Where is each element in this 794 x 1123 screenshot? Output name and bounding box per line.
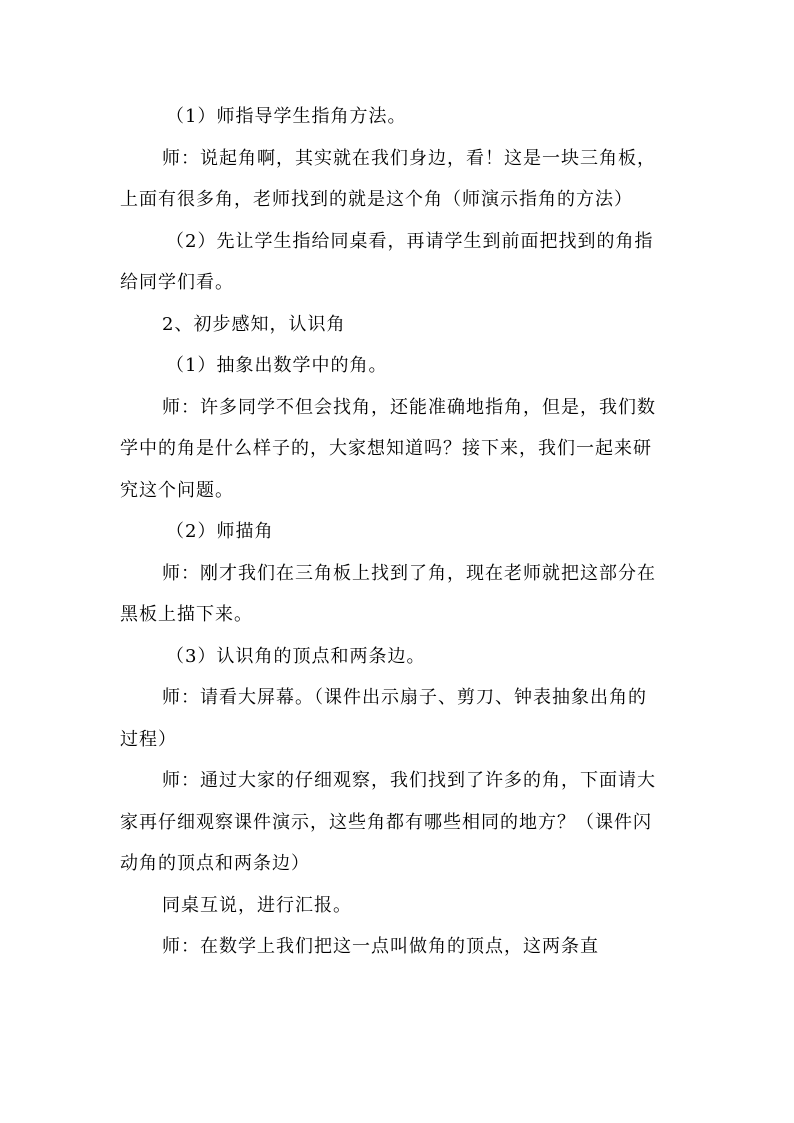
paragraph-teacher-screen: 师：请看大屏幕。（课件出示扇子、剪刀、钟表抽象出角的过程） <box>120 687 647 750</box>
paragraph-trace-heading: （2）师描角 <box>166 521 274 542</box>
document-body <box>120 96 660 968</box>
paragraph-teacher-vertex: 师：在数学上我们把这一点叫做角的顶点，这两条直 <box>162 936 599 957</box>
paragraph-teacher-trace: 师：刚才我们在三角板上找到了角，现在老师就把这部分在黑板上描下来。 <box>120 562 656 625</box>
paragraph-teacher-triangle: 师：说起角啊，其实就在我们身边，看！这是一块三角板，上面有很多角，老师找到的就是这个角（师演示指角的方法） <box>120 147 656 210</box>
paragraph-vertex-heading: （3）认识角的顶点和两条边。 <box>166 645 426 667</box>
section-heading-2: 2、初步感知，认识角 <box>162 313 346 335</box>
paragraph-step-1-heading: （1）师指导学生指角方法。 <box>166 106 407 127</box>
paragraph-step-2-point: （2）先让学生指给同桌看，再请学生到前面把找到的角指给同学们看。 <box>120 230 654 293</box>
paragraph-desk-mates: 同桌互说，进行汇报。 <box>162 894 352 916</box>
paragraph-abstract-heading: （1）抽象出数学中的角。 <box>166 355 388 376</box>
paragraph-teacher-question: 师：许多同学不但会找角，还能准确地指角，但是，我们数学中的角是什么样子的，大家想知道吗？接下来，我们一起来研究这个问题。 <box>120 396 656 501</box>
paragraph-teacher-observe: 师：通过大家的仔细观察，我们找到了许多的角，下面请大家再仔细观察课件演示，这些角都有哪些相同的地方？（课件闪动角的顶点和两条边） <box>120 770 656 874</box>
